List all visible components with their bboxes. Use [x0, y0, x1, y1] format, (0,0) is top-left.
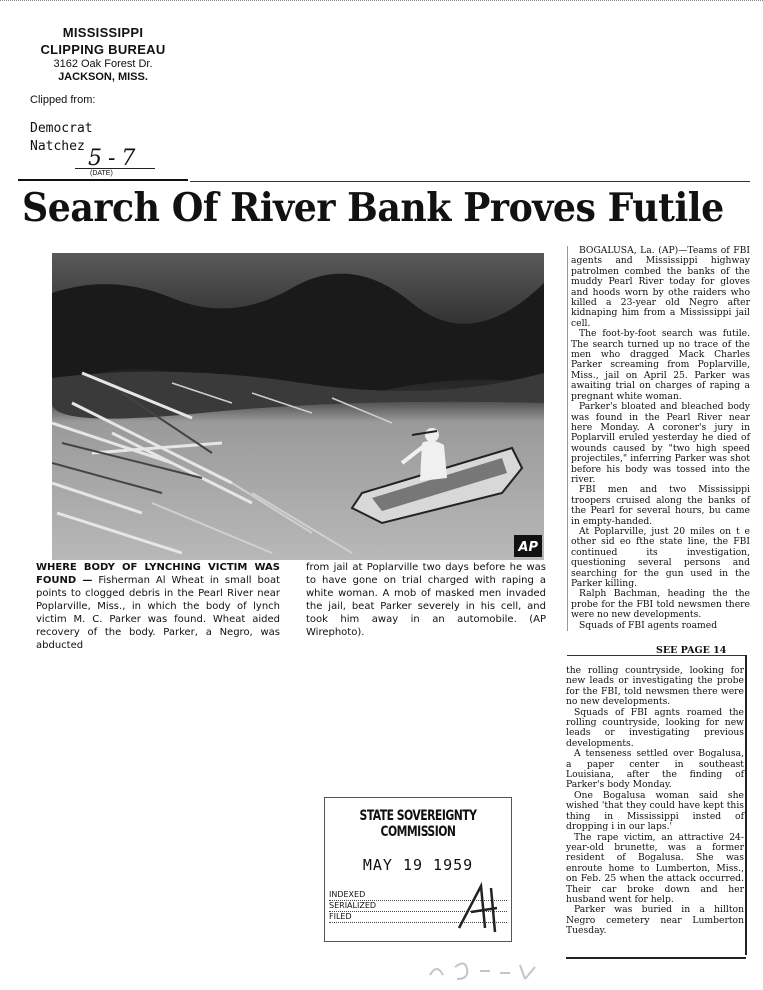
page-top-dotted-border [0, 0, 763, 1]
continuation-border-right [745, 655, 747, 955]
photo-caption-col1 [36, 561, 280, 652]
header-rule-left [18, 179, 188, 181]
continuation-paragraph: Squads of FBI agnts roamed the rolling countryside, looking for new leads or investigating previous developments. [566, 706, 744, 749]
article-paragraph: FBI men and two Mississippi troopers cruised along the banks of the Pearl for several hours, bu came in empty-handed. [571, 484, 750, 527]
caption-lead: WHERE BODY OF LYNCHING VICTIM WAS FOUND — [36, 562, 280, 586]
photo-caption-col2: from jail at Poplarville two days before he was to have gone on trial charged with raping a white woman. A mob of masked men invaded the jail, beat Parker severely in his cell, and took him away in an automobile. (AP Wirephoto). [306, 562, 546, 638]
bureau-name-line1: MISSISSIPPI [62, 25, 144, 40]
article-paragraph: The foot-by-foot search was futile. The search turned up no trace of the men who dragged Mack Charles Parker screaming from Poplarville, Miss., jail on April 25. Parker was awaiting trial on charges of raping a pregnant white woman. [571, 328, 750, 402]
see-page-jump: SEE PAGE 14 [656, 645, 727, 656]
handwritten-initials-mark [451, 878, 511, 938]
continuation-column [566, 666, 744, 937]
date-underline [75, 168, 155, 169]
news-photo [52, 253, 544, 560]
handwritten-date: 5-7 [88, 146, 142, 171]
article-column [567, 246, 750, 631]
bureau-name-line2: CLIPPING BUREAU [40, 42, 166, 57]
article-headline: Search Of River Bank Proves Futile [22, 185, 724, 231]
bureau-city: JACKSON, MISS. [58, 71, 148, 83]
article-paragraph: Squads of FBI agents roamed [579, 619, 718, 631]
source-paper-name: Democrat [30, 121, 93, 136]
header-rule-right [190, 181, 750, 182]
stamp-date: MAY 19 1959 [362, 856, 474, 874]
river-photo-image [52, 253, 544, 560]
stamp-field-filed: FILED [329, 912, 507, 923]
bureau-address: 3162 Oak Forest Dr. [53, 58, 153, 70]
continuation-paragraph: The rape victim, an attractive 24-year-old brunette, was a former resident of Bogalusa. She was enroute home to Lumberton, Miss., on Feb. 25 when the attack occurred. Their car broke down and her husband went for help. [566, 831, 744, 905]
article-paragraph: Ralph Bachman, heading the the probe for the FBI told newsmen there were no new developments. [571, 588, 750, 621]
clipping-bureau-header [28, 24, 178, 84]
source-city: Natchez [30, 139, 85, 154]
continuation-paragraph: A tenseness settled over Bogalusa, a paper center in southeast Louisiana, after the finding of Parker's body Monday. [566, 748, 744, 791]
column-divider [567, 655, 747, 656]
continuation-border-bottom [566, 957, 746, 959]
source-newspaper [30, 120, 93, 156]
photo-credit: AP [518, 540, 538, 555]
stamp-field-indexed: INDEXED [329, 890, 507, 901]
continuation-paragraph: the rolling countryside, looking for new leads or investigating the probe for the FBI, told newsmen there were no new developments. [566, 665, 744, 708]
clipped-from-label: Clipped from: [30, 94, 96, 106]
date-label: (DATE) [90, 170, 113, 177]
continuation-paragraph: Parker was buried in a hillton Negro cemetery near Lumberton Tuesday. [566, 904, 744, 937]
stamp-field-serialized: SERIALIZED [329, 901, 507, 912]
article-paragraph: BOGALUSA, La. (AP)—Teams of FBI agents and Mississippi highway patrolmen combed the banks of the muddy Pearl River today for gloves and hoods worn by othe raiders who killed a 23-year old Negro after kidnaping him from a Mississippi jail cell. [571, 245, 750, 329]
pencil-notation-mark [425, 955, 545, 985]
caption-text-col1: Fisherman Al Wheat in small boat points to clogged debris in the Pearl River near Poplarville, Miss., in which the body of lynch victim M. C. Parker was found. Wheat aided recovery of the body. Parker, a Negro, was abducted [36, 575, 280, 651]
commission-stamp [324, 797, 512, 942]
article-paragraph: Parker's bloated and bleached body was found in the Pearl River near here Monday. A coroner's jury in Poplarvill eruled yesterday he died of wounds caused by "two high speed projectiles," inferring Parker was shot before his body was tossed into the river. [571, 401, 750, 485]
continuation-paragraph: One Bogalusa woman said she wished 'that they could have kept this thing in Mississippi insted of dropping i in our laps.' [566, 789, 744, 833]
stamp-title: STATE SOVEREIGNTY COMMISSION [359, 808, 477, 840]
article-paragraph: At Poplarville, just 20 miles on t e other sid eo fthe state line, the FBI continued its investigation, questioning several persons and searching for the gun used in the Parker killing. [571, 525, 750, 589]
